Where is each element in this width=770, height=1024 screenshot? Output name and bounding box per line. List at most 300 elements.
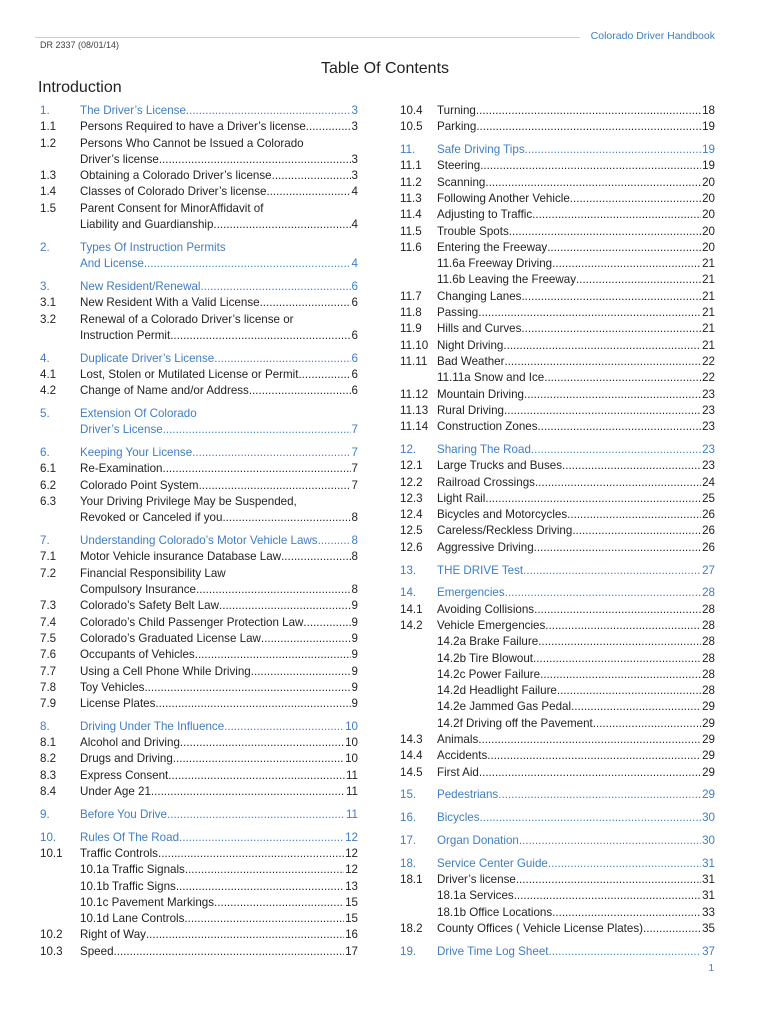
- toc-entry-page: 9: [351, 648, 358, 662]
- toc-entry[interactable]: [400, 602, 715, 618]
- dot-leader: [185, 862, 344, 878]
- toc-entry-number: 12.1: [400, 459, 423, 473]
- toc-entry-title: County Offices ( Vehicle License Plates): [437, 921, 643, 935]
- toc-entry-page: 23: [702, 459, 715, 473]
- dot-leader: [505, 585, 701, 601]
- toc-entry[interactable]: [400, 419, 715, 435]
- dot-leader: [567, 507, 701, 523]
- toc-entry-number: 11.1: [400, 159, 422, 173]
- dot-leader: [571, 699, 701, 715]
- dot-leader: [159, 152, 351, 168]
- toc-entry-number: 11.7: [400, 289, 422, 303]
- toc-entry-number: 3.1: [40, 296, 57, 310]
- toc-entry-page: 10: [345, 719, 358, 733]
- toc-entry[interactable]: [400, 191, 715, 207]
- toc-entry-page: 31: [702, 873, 715, 887]
- toc-entry-number: 4.1: [40, 367, 57, 381]
- toc-section-entry[interactable]: [400, 856, 715, 872]
- toc-section-entry[interactable]: [40, 533, 358, 549]
- toc-entry-number: 11.9: [400, 322, 422, 336]
- toc-entry-number: 7.4: [40, 615, 57, 629]
- dot-leader: [548, 944, 701, 960]
- toc-entry[interactable]: [400, 618, 715, 634]
- toc-entry[interactable]: [400, 540, 715, 556]
- toc-entry-number: 1.4: [40, 185, 57, 199]
- dot-leader: [523, 563, 701, 579]
- dot-leader: [298, 367, 350, 383]
- toc-entry[interactable]: [400, 370, 715, 386]
- toc-entry[interactable]: [40, 168, 358, 184]
- dot-leader: [534, 540, 701, 556]
- toc-entry[interactable]: [400, 507, 715, 523]
- toc-entry-number: 3.2: [40, 312, 57, 326]
- toc-entry-page: 21: [702, 338, 715, 352]
- toc-entry-title: Traffic Controls: [80, 846, 158, 860]
- toc-entry-page: 29: [702, 700, 715, 714]
- toc-section-entry[interactable]: [400, 810, 715, 826]
- toc-entry-title: 18.1a Services: [437, 889, 514, 903]
- toc-entry-title: Understanding Colorado’s Motor Vehicle Laws: [80, 534, 318, 548]
- toc-entry[interactable]: [40, 784, 358, 800]
- dot-leader: [176, 879, 344, 895]
- toc-section-entry[interactable]: [40, 351, 358, 367]
- toc-entry-page: 26: [702, 508, 715, 522]
- toc-entry-title: Adjusting to Traffic: [437, 208, 533, 222]
- toc-section-entry[interactable]: [400, 787, 715, 803]
- header-rule: [35, 37, 580, 38]
- dot-leader: [552, 256, 701, 272]
- toc-entry-number: [40, 862, 80, 878]
- toc-entry-page: 4: [351, 257, 358, 271]
- dot-leader: [163, 422, 351, 438]
- toc-section-entry[interactable]: [40, 830, 358, 846]
- toc-entry-number: 18.2: [400, 921, 423, 935]
- toc-entry-page: 31: [702, 889, 715, 903]
- toc-entry-title: Right of Way: [80, 928, 146, 942]
- toc-section-entry[interactable]: [400, 585, 715, 601]
- toc-entry-title: Rural Driving: [437, 403, 505, 417]
- toc-entry-title: Renewal of a Colorado Driver’s license or: [80, 312, 294, 326]
- toc-entry-number: 1.5: [40, 201, 57, 215]
- toc-entry-number: 14.: [400, 586, 417, 600]
- toc-entry-title: 14.2c Power Failure: [437, 667, 541, 681]
- toc-entry-title: Passing: [437, 306, 479, 320]
- toc-entry-page: 29: [702, 765, 715, 779]
- toc-entry-number: [400, 716, 437, 732]
- toc-entry-number: 11.10: [400, 338, 429, 352]
- dot-leader: [222, 510, 350, 526]
- toc-entry[interactable]: [40, 201, 358, 234]
- toc-entry-page: 22: [702, 354, 715, 368]
- toc-entry[interactable]: [40, 846, 358, 862]
- toc-entry[interactable]: [400, 387, 715, 403]
- toc-entry-page: 28: [702, 684, 715, 698]
- toc-entry[interactable]: [400, 634, 715, 650]
- toc-entry[interactable]: [40, 566, 358, 599]
- toc-entry-page: 8: [351, 511, 358, 525]
- toc-entry-number: 14.2: [400, 618, 423, 632]
- toc-entry-page: 9: [351, 697, 358, 711]
- toc-entry-number: 4.2: [40, 384, 57, 398]
- toc-section-entry[interactable]: [400, 944, 715, 960]
- toc-entry-title: Driving Under The Influence: [80, 719, 225, 733]
- dot-leader: [519, 833, 701, 849]
- dot-leader: [249, 383, 351, 399]
- toc-entry[interactable]: [400, 321, 715, 337]
- toc-section-entry[interactable]: [40, 406, 358, 439]
- toc-entry-title: Rules Of The Road: [80, 830, 180, 844]
- toc-entry-number: 10.4: [400, 104, 423, 117]
- toc-entry[interactable]: [40, 927, 358, 943]
- toc-entry-page: 6: [351, 328, 358, 342]
- toc-entry-title: Construction Zones: [437, 420, 538, 434]
- toc-entry-title: Bicycles and Motorcycles: [437, 508, 568, 522]
- toc-entry-number: 12.3: [400, 491, 423, 505]
- toc-entry-title: Parent Consent for MinorAffidavit of: [80, 201, 264, 215]
- toc-entry-title: Changing Lanes: [437, 289, 522, 303]
- toc-entry-page: 21: [702, 257, 715, 271]
- dot-leader: [545, 618, 701, 634]
- toc-left-column: [40, 103, 358, 960]
- toc-entry[interactable]: [400, 224, 715, 240]
- toc-entry-page: 19: [702, 159, 715, 173]
- toc-entry-title: Aggressive Driving: [437, 540, 534, 554]
- toc-entry-title: Scanning: [437, 175, 486, 189]
- toc-entry[interactable]: [40, 664, 358, 680]
- toc-entry-title: Careless/Reckless Driving: [437, 524, 573, 538]
- toc-entry-page: 21: [702, 306, 715, 320]
- toc-entry-title: Light Rail: [437, 491, 486, 505]
- dot-leader: [487, 748, 701, 764]
- toc-entry-number: 1.2: [40, 136, 57, 150]
- toc-entry-title: Obtaining a Colorado Driver’s license: [80, 169, 272, 183]
- dot-leader: [480, 810, 702, 826]
- toc-section-entry[interactable]: [40, 279, 358, 295]
- dot-leader: [260, 295, 351, 311]
- toc-entry-number: [400, 272, 437, 288]
- toc-entry-page: 8: [351, 534, 358, 548]
- toc-entry[interactable]: [400, 921, 715, 937]
- toc-entry-title: Lost, Stolen or Mutilated License or Permit: [80, 367, 299, 381]
- toc-entry-title: Emergencies: [437, 586, 505, 600]
- toc-entry-page: 29: [702, 788, 715, 802]
- toc-entry[interactable]: [400, 523, 715, 539]
- toc-entry-page: 6: [351, 296, 358, 310]
- toc-entry-number: 14.3: [400, 732, 423, 746]
- toc-entry[interactable]: [400, 158, 715, 174]
- toc-entry-number: [40, 911, 80, 927]
- toc-entry[interactable]: [400, 667, 715, 683]
- toc-entry-number: 2.: [40, 240, 50, 254]
- toc-entry-title: Pedestrians: [437, 788, 499, 802]
- toc-entry[interactable]: [40, 680, 358, 696]
- toc-section-entry[interactable]: [40, 103, 358, 119]
- toc-entry-number: 11.11: [400, 354, 428, 368]
- toc-entry[interactable]: [400, 732, 715, 748]
- toc-entry-number: [40, 879, 80, 895]
- dot-leader: [576, 272, 701, 288]
- toc-entry[interactable]: [400, 888, 715, 904]
- toc-entry-page: 3: [351, 152, 358, 166]
- toc-entry-title: Bicycles: [437, 811, 480, 825]
- toc-entry-number: 6.2: [40, 478, 57, 492]
- toc-entry-title: Using a Cell Phone While Driving: [80, 664, 251, 678]
- toc-entry-number: 4.: [40, 351, 50, 365]
- toc-entry-title: Under Age 21: [80, 785, 151, 799]
- dot-leader: [180, 735, 344, 751]
- toc-entry-page: 10: [345, 752, 358, 766]
- toc-entry[interactable]: [400, 475, 715, 491]
- toc-entry-number: 11.2: [400, 175, 422, 189]
- dot-leader: [167, 807, 345, 823]
- toc-entry-page: 9: [351, 664, 358, 678]
- toc-entry-title: Safe Driving Tips: [437, 143, 525, 157]
- toc-entry-title: Change of Name and/or Address: [80, 384, 249, 398]
- toc-entry-title: THE DRIVE Test: [437, 563, 524, 577]
- toc-section-entry[interactable]: [400, 563, 715, 579]
- dot-leader: [266, 184, 350, 200]
- toc-entry[interactable]: [40, 312, 358, 345]
- toc-entry-number: 10.5: [400, 120, 423, 134]
- dot-leader: [199, 478, 351, 494]
- toc-entry-page: 23: [702, 420, 715, 434]
- toc-entry-number: 11.: [400, 143, 416, 157]
- toc-entry[interactable]: [400, 103, 715, 119]
- toc-entry-title: 10.1d Lane Controls: [80, 912, 185, 926]
- toc-section-entry[interactable]: [40, 807, 358, 823]
- toc-entry[interactable]: [400, 256, 715, 272]
- dot-leader: [478, 305, 701, 321]
- dot-leader: [158, 846, 344, 862]
- toc-entry[interactable]: [400, 240, 715, 256]
- toc-entry[interactable]: [40, 696, 358, 712]
- dot-leader: [144, 256, 351, 272]
- toc-entry-number: 1.: [40, 104, 50, 117]
- toc-entry-title: 11.11a Snow and Ice: [437, 371, 545, 385]
- document-code: DR 2337 (08/01/14): [40, 40, 120, 50]
- toc-entry-page: 31: [702, 856, 715, 870]
- dot-leader: [535, 475, 701, 491]
- dot-leader: [196, 582, 351, 598]
- dot-leader: [151, 784, 345, 800]
- toc-entry[interactable]: [400, 748, 715, 764]
- toc-entry-title: Re-Examination: [80, 462, 163, 476]
- toc-entry-number: [400, 888, 437, 904]
- toc-entry[interactable]: [40, 735, 358, 751]
- toc-entry-page: 6: [351, 384, 358, 398]
- toc-entry-title: Driver’s License: [80, 423, 163, 437]
- dot-leader: [504, 403, 701, 419]
- toc-entry-number: 5.: [40, 407, 50, 421]
- dot-leader: [114, 944, 345, 960]
- toc-entry-page: 28: [702, 667, 715, 681]
- toc-entry-number: 7.2: [40, 566, 57, 580]
- toc-entry-page: 11: [345, 785, 358, 799]
- dot-leader: [533, 651, 701, 667]
- toc-entry-number: [400, 256, 437, 272]
- toc-entry[interactable]: [400, 651, 715, 667]
- toc-entry[interactable]: [40, 598, 358, 614]
- toc-entry-page: 24: [702, 475, 715, 489]
- toc-entry-number: 1.3: [40, 169, 57, 183]
- dot-leader: [162, 461, 350, 477]
- toc-entry[interactable]: [40, 631, 358, 647]
- toc-entry-number: 11.4: [400, 208, 422, 222]
- toc-entry[interactable]: [400, 905, 715, 921]
- toc-entry[interactable]: [40, 911, 358, 927]
- toc-entry-page: 37: [702, 944, 715, 958]
- toc-entry-page: 10: [345, 736, 358, 750]
- dot-leader: [173, 751, 344, 767]
- dot-leader: [532, 207, 701, 223]
- toc-entry-title: Your Driving Privilege May be Suspended,: [80, 495, 297, 509]
- toc-entry-number: 8.2: [40, 752, 57, 766]
- toc-entry-page: 21: [702, 289, 715, 303]
- toc-entry-page: 16: [345, 928, 358, 942]
- toc-entry[interactable]: [400, 872, 715, 888]
- toc-entry-page: 4: [351, 218, 358, 232]
- toc-entry-page: 23: [702, 442, 715, 456]
- toc-entry[interactable]: [400, 403, 715, 419]
- toc-entry-page: 9: [351, 615, 358, 629]
- toc-entry-number: 6.1: [40, 462, 57, 476]
- toc-entry-number: 6.3: [40, 495, 57, 509]
- toc-entry-title: Driver’s license: [80, 152, 159, 166]
- toc-entry-number: 11.6: [400, 240, 422, 254]
- toc-entry-title: New Resident/Renewal: [80, 279, 201, 293]
- toc-entry-page: 23: [702, 403, 715, 417]
- toc-entry[interactable]: [400, 207, 715, 223]
- toc-entry-page: 20: [702, 240, 715, 254]
- toc-entry-title: Classes of Colorado Driver’s license: [80, 185, 267, 199]
- toc-entry-title: Revoked or Canceled if you: [80, 511, 223, 525]
- toc-entry[interactable]: [400, 491, 715, 507]
- dot-leader: [531, 442, 701, 458]
- toc-entry-page: 12: [345, 863, 358, 877]
- toc-entry[interactable]: [40, 184, 358, 200]
- toc-entry[interactable]: [40, 549, 358, 565]
- dot-leader: [504, 354, 701, 370]
- toc-entry[interactable]: [40, 879, 358, 895]
- toc-entry-page: 23: [702, 387, 715, 401]
- dot-leader: [503, 338, 701, 354]
- toc-entry-page: 26: [702, 524, 715, 538]
- toc-section-entry[interactable]: [400, 142, 715, 158]
- dot-leader: [476, 119, 701, 135]
- toc-entry[interactable]: [40, 383, 358, 399]
- toc-entry-page: 35: [702, 921, 715, 935]
- toc-section-entry[interactable]: [40, 719, 358, 735]
- toc-entry-title: Speed: [80, 944, 114, 958]
- toc-entry[interactable]: [400, 699, 715, 715]
- toc-entry-page: 18: [702, 104, 715, 117]
- toc-entry-number: 10.1: [40, 846, 63, 860]
- toc-entry-number: 7.3: [40, 599, 57, 613]
- dot-leader: [562, 458, 701, 474]
- toc-entry[interactable]: [40, 461, 358, 477]
- toc-entry[interactable]: [400, 175, 715, 191]
- toc-entry-number: 3.: [40, 279, 50, 293]
- toc-entry[interactable]: [40, 136, 358, 169]
- page-title: Table Of Contents: [320, 60, 450, 77]
- dot-leader: [146, 927, 344, 943]
- dot-leader: [306, 119, 351, 135]
- toc-entry[interactable]: [400, 289, 715, 305]
- toc-entry-page: 9: [351, 631, 358, 645]
- toc-entry[interactable]: [40, 768, 358, 784]
- toc-entry-title: Motor Vehicle insurance Database Law: [80, 550, 282, 564]
- toc-entry[interactable]: [40, 862, 358, 878]
- dot-leader: [521, 289, 701, 305]
- toc-entry[interactable]: [400, 716, 715, 732]
- toc-entry[interactable]: [40, 119, 358, 135]
- dot-leader: [186, 103, 351, 119]
- toc-entry[interactable]: [40, 895, 358, 911]
- toc-entry[interactable]: [400, 683, 715, 699]
- toc-entry[interactable]: [40, 751, 358, 767]
- toc-section-entry[interactable]: [400, 833, 715, 849]
- toc-entry[interactable]: [40, 944, 358, 960]
- toc-entry-number: 18.: [400, 856, 417, 870]
- toc-entry-page: 8: [351, 550, 358, 564]
- toc-entry-number: 8.1: [40, 736, 57, 750]
- toc-entry-number: 12.5: [400, 524, 423, 538]
- toc-entry[interactable]: [400, 765, 715, 781]
- toc-entry[interactable]: [400, 305, 715, 321]
- toc-right-column: [400, 103, 715, 960]
- toc-entry[interactable]: [40, 494, 358, 527]
- toc-entry-number: 11.14: [400, 420, 429, 434]
- dot-leader: [516, 872, 701, 888]
- toc-entry-title: New Resident With a Valid License: [80, 296, 260, 310]
- toc-entry-number: 16.: [400, 811, 417, 825]
- toc-entry-title: Compulsory Insurance: [80, 583, 196, 597]
- toc-entry[interactable]: [400, 338, 715, 354]
- toc-entry[interactable]: [40, 295, 358, 311]
- toc-entry-title: 11.6a Freeway Driving: [437, 257, 553, 271]
- toc-entry-number: [400, 370, 437, 386]
- section-heading: Introduction: [38, 79, 122, 96]
- toc-entry-page: 3: [351, 120, 358, 134]
- toc-entry[interactable]: [400, 354, 715, 370]
- toc-section-entry[interactable]: [400, 442, 715, 458]
- dot-leader: [251, 664, 351, 680]
- toc-entry-title: The Driver’s License: [80, 104, 186, 117]
- toc-section-entry[interactable]: [40, 240, 358, 273]
- toc-entry-number: 18.1: [400, 873, 423, 887]
- toc-entry[interactable]: [400, 272, 715, 288]
- toc-section-entry[interactable]: [40, 445, 358, 461]
- toc-entry-page: 3: [351, 169, 358, 183]
- toc-entry-page: 29: [702, 716, 715, 730]
- toc-entry-title: Turning: [437, 104, 476, 117]
- toc-entry[interactable]: [400, 119, 715, 135]
- toc-entry-page: 7: [351, 478, 358, 492]
- toc-entry-title: Night Driving: [437, 338, 504, 352]
- toc-entry-page: 29: [702, 732, 715, 746]
- toc-entry-title: Alcohol and Driving: [80, 736, 180, 750]
- toc-entry[interactable]: [400, 458, 715, 474]
- toc-entry[interactable]: [40, 615, 358, 631]
- dot-leader: [213, 217, 350, 233]
- toc-entry-number: 15.: [400, 788, 417, 802]
- toc-entry-title: First Aid: [437, 765, 479, 779]
- toc-entry-number: [400, 683, 437, 699]
- toc-entry[interactable]: [40, 478, 358, 494]
- toc-entry[interactable]: [40, 647, 358, 663]
- toc-entry[interactable]: [40, 367, 358, 383]
- toc-entry-page: 20: [702, 175, 715, 189]
